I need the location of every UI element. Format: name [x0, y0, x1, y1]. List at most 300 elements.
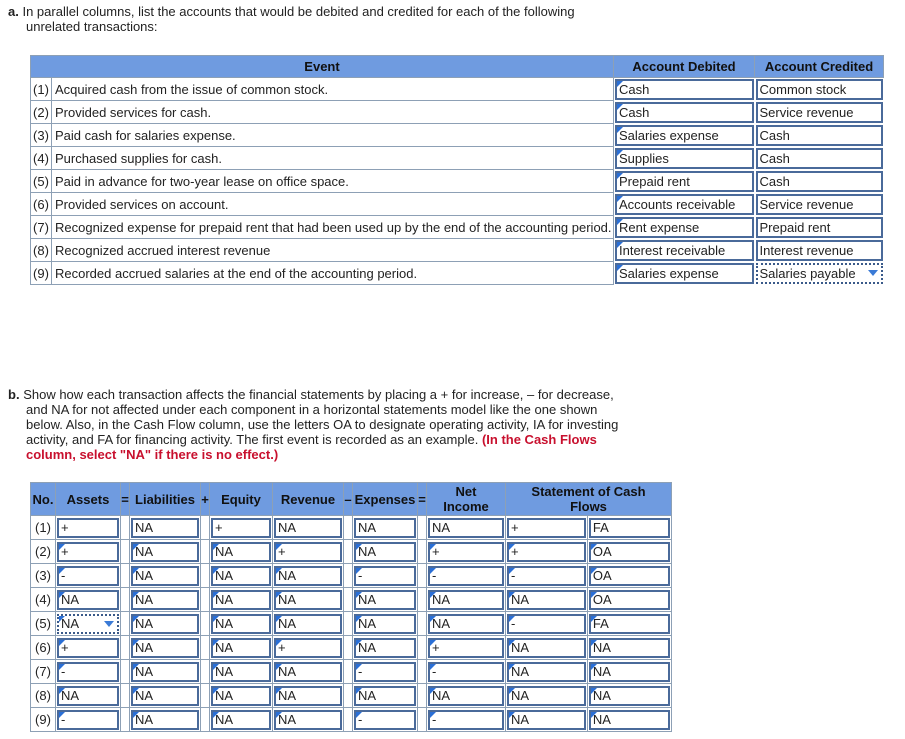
- header-event: Event: [31, 56, 614, 78]
- cash-flow-field-cell: [506, 540, 588, 564]
- liabilities-field-value: NA: [135, 519, 154, 535]
- expenses-field[interactable]: [354, 590, 416, 610]
- expenses-field[interactable]: [354, 662, 416, 682]
- operator-spacer: [121, 588, 130, 612]
- event-description: Provided services for cash.: [52, 101, 614, 124]
- assets-field: [57, 518, 119, 538]
- header-revenue: Revenue: [273, 483, 344, 516]
- debit-cell: [614, 170, 755, 193]
- operator-spacer: [121, 636, 130, 660]
- operator-spacer: [418, 516, 427, 540]
- equity-field-value: NA: [215, 711, 234, 727]
- account-credited-field-value: Interest revenue: [759, 242, 854, 258]
- cash-flow-field[interactable]: [507, 686, 586, 706]
- table-row: [31, 262, 884, 285]
- header-plus: +: [201, 483, 210, 516]
- expenses-field-value: NA: [358, 591, 377, 607]
- event-number: (3): [31, 124, 52, 147]
- revenue-field[interactable]: [274, 710, 342, 730]
- part-b-note-red-1: (In the Cash Flows: [481, 432, 597, 447]
- expenses-field[interactable]: [354, 638, 416, 658]
- liabilities-field-cell: [130, 684, 201, 708]
- equity-field-value: NA: [215, 663, 234, 679]
- liabilities-field[interactable]: [131, 710, 199, 730]
- debit-cell: [614, 101, 755, 124]
- cash-flow-field-cell: [506, 564, 588, 588]
- expenses-field-cell: [353, 660, 418, 684]
- table-row: [31, 684, 672, 708]
- revenue-field-value: NA: [278, 567, 297, 583]
- net-income-field-value: +: [432, 543, 440, 559]
- revenue-field[interactable]: [274, 662, 342, 682]
- assets-field[interactable]: [57, 638, 119, 658]
- liabilities-field-cell: [130, 636, 201, 660]
- liabilities-field[interactable]: [131, 686, 199, 706]
- cash-activity-field[interactable]: [589, 590, 670, 610]
- liabilities-field-cell: [130, 588, 201, 612]
- equity-field-cell: [210, 588, 273, 612]
- equity-field-value: NA: [215, 615, 234, 631]
- cash-flow-field-cell: [506, 588, 588, 612]
- operator-spacer: [418, 708, 427, 732]
- table-row: [31, 78, 884, 101]
- account-debited-field[interactable]: [615, 102, 754, 123]
- cash-flow-field-value: NA: [511, 663, 530, 679]
- liabilities-field-value: NA: [135, 543, 154, 559]
- operator-spacer: [121, 516, 130, 540]
- revenue-field-cell: [273, 588, 344, 612]
- net-income-field-cell: [427, 540, 506, 564]
- operator-spacer: [418, 540, 427, 564]
- net-income-field-cell: [427, 564, 506, 588]
- operator-spacer: [201, 660, 210, 684]
- cash-flow-field[interactable]: [507, 566, 586, 586]
- equity-field-value: NA: [215, 687, 234, 703]
- expenses-field[interactable]: [354, 686, 416, 706]
- part-b-line1: Show how each transaction affects the financial statements by placing a + for increase, – for decrease,: [23, 387, 614, 402]
- net-income-field[interactable]: [428, 662, 504, 682]
- event-description: Recognized accrued interest revenue: [52, 239, 614, 262]
- expenses-field-cell: [353, 588, 418, 612]
- cash-activity-field-value: OA: [592, 543, 612, 559]
- operator-spacer: [121, 612, 130, 636]
- equity-field[interactable]: [211, 686, 271, 706]
- row-number: (8): [31, 684, 56, 708]
- assets-field[interactable]: [57, 542, 119, 562]
- header-cash-flows-line1: Statement of Cash: [531, 484, 646, 499]
- account-debited-field[interactable]: [615, 263, 754, 284]
- operator-spacer: [344, 684, 353, 708]
- credit-cell: [755, 216, 884, 239]
- header-no: No.: [31, 483, 56, 516]
- net-income-field[interactable]: [428, 638, 504, 658]
- event-description: Paid cash for salaries expense.: [52, 124, 614, 147]
- account-debited-field-value: Supplies: [619, 150, 669, 166]
- cash-flow-field-value: -: [511, 567, 516, 583]
- liabilities-field-value: NA: [135, 711, 154, 727]
- expenses-field[interactable]: [354, 710, 416, 730]
- operator-spacer: [201, 516, 210, 540]
- account-debited-field[interactable]: [615, 148, 754, 169]
- event-description: Acquired cash from the issue of common stock.: [52, 78, 614, 101]
- net-income-field-cell: [427, 588, 506, 612]
- operator-spacer: [344, 540, 353, 564]
- revenue-field-cell: [273, 636, 344, 660]
- assets-field[interactable]: [57, 662, 119, 682]
- chevron-down-icon[interactable]: [868, 270, 878, 276]
- event-number: (4): [31, 147, 52, 170]
- part-b-line2: and NA for not affected under each component in a horizontal statements model like the one shown: [26, 402, 598, 417]
- header-net-income: [427, 483, 506, 516]
- header-expenses: Expenses: [353, 483, 418, 516]
- operator-spacer: [418, 588, 427, 612]
- part-b-instructions: [8, 387, 618, 462]
- credit-cell: [755, 262, 884, 285]
- assets-field-value: -: [61, 663, 66, 679]
- account-credited-field[interactable]: [756, 240, 883, 261]
- cash-activity-field[interactable]: [589, 542, 670, 562]
- account-debited-field-value: Salaries expense: [619, 127, 719, 143]
- table-row: [31, 516, 672, 540]
- net-income-field-value: NA: [432, 615, 451, 631]
- revenue-field-cell: [273, 612, 344, 636]
- cash-activity-field-value: NA: [592, 639, 611, 655]
- cash-activity-field[interactable]: [589, 614, 670, 634]
- cash-activity-field[interactable]: [589, 638, 670, 658]
- equity-field-value: NA: [215, 639, 234, 655]
- equity-field[interactable]: [211, 590, 271, 610]
- table-row: [31, 612, 672, 636]
- cash-flow-field-value: NA: [511, 711, 530, 727]
- revenue-field[interactable]: [274, 638, 342, 658]
- revenue-field-value: NA: [278, 615, 297, 631]
- cash-flow-field-cell: [506, 516, 588, 540]
- expenses-field[interactable]: [354, 566, 416, 586]
- operator-spacer: [344, 516, 353, 540]
- account-credited-field[interactable]: [756, 148, 883, 169]
- account-debited-field-value: Prepaid rent: [619, 173, 690, 189]
- assets-field-cell: [56, 636, 121, 660]
- equity-field-cell: [210, 612, 273, 636]
- liabilities-field-cell: [130, 516, 201, 540]
- assets-field-value: +: [61, 639, 69, 655]
- assets-field[interactable]: [57, 686, 119, 706]
- event-number: (6): [31, 193, 52, 216]
- header-liabilities: Liabilities: [130, 483, 201, 516]
- cash-activity-field-cell: [587, 588, 671, 612]
- revenue-field: [274, 518, 342, 538]
- liabilities-field-value: NA: [135, 615, 154, 631]
- event-number: (5): [31, 170, 52, 193]
- account-debited-field[interactable]: [615, 240, 754, 261]
- revenue-field[interactable]: [274, 590, 342, 610]
- equity-field[interactable]: [211, 638, 271, 658]
- liabilities-field-cell: [130, 660, 201, 684]
- event-number: (2): [31, 101, 52, 124]
- equity-field[interactable]: [211, 662, 271, 682]
- row-number: (4): [31, 588, 56, 612]
- table-row: [31, 660, 672, 684]
- equity-field-value: NA: [215, 567, 234, 583]
- net-income-field: [428, 518, 504, 538]
- operator-spacer: [344, 588, 353, 612]
- equity-field-cell: [210, 516, 273, 540]
- operator-spacer: [201, 588, 210, 612]
- row-number: (9): [31, 708, 56, 732]
- cash-flow-field-cell: [506, 660, 588, 684]
- header-account-debited: Account Debited: [614, 56, 755, 78]
- cash-activity-field[interactable]: [589, 566, 670, 586]
- cash-flow-field: [507, 518, 586, 538]
- cash-flow-field-value: -: [511, 615, 516, 631]
- assets-field-value: +: [61, 543, 69, 559]
- cash-activity-field-cell: [587, 660, 671, 684]
- net-income-field[interactable]: [428, 590, 504, 610]
- assets-field-cell: [56, 612, 121, 636]
- operator-spacer: [121, 540, 130, 564]
- credit-cell: [755, 101, 884, 124]
- operator-spacer: [121, 684, 130, 708]
- row-number: (1): [31, 516, 56, 540]
- revenue-field[interactable]: [274, 542, 342, 562]
- liabilities-field[interactable]: [131, 542, 199, 562]
- operator-spacer: [201, 684, 210, 708]
- account-debited-field-value: Interest receivable: [619, 242, 726, 258]
- account-credited-field[interactable]: [756, 102, 883, 123]
- debit-cell: [614, 216, 755, 239]
- account-debited-field-value: Accounts receivable: [619, 196, 736, 212]
- revenue-field-cell: [273, 540, 344, 564]
- account-debited-field-value: Cash: [619, 104, 650, 120]
- liabilities-field-value: NA: [135, 639, 154, 655]
- operator-spacer: [121, 564, 130, 588]
- assets-field[interactable]: [57, 590, 119, 610]
- net-income-field-cell: [427, 612, 506, 636]
- liabilities-field-value: NA: [135, 663, 154, 679]
- liabilities-field-cell: [130, 612, 201, 636]
- net-income-field[interactable]: [428, 686, 504, 706]
- operator-spacer: [418, 564, 427, 588]
- cash-activity-field: [589, 518, 670, 538]
- expenses-field-value: NA: [358, 615, 377, 631]
- expenses-field-cell: [353, 540, 418, 564]
- expenses-field-value: NA: [358, 687, 377, 703]
- liabilities-field[interactable]: [131, 590, 199, 610]
- revenue-field[interactable]: [274, 614, 342, 634]
- account-debited-field[interactable]: [615, 79, 754, 100]
- net-income-field-cell: [427, 636, 506, 660]
- credit-cell: [755, 78, 884, 101]
- operator-spacer: [344, 564, 353, 588]
- equity-field-cell: [210, 540, 273, 564]
- revenue-field[interactable]: [274, 686, 342, 706]
- cash-flow-field[interactable]: [507, 542, 586, 562]
- header-assets: Assets: [56, 483, 121, 516]
- cash-flow-field[interactable]: [507, 614, 586, 634]
- net-income-field[interactable]: [428, 614, 504, 634]
- cash-activity-field-cell: [587, 564, 671, 588]
- revenue-field[interactable]: [274, 566, 342, 586]
- equity-field-cell: [210, 684, 273, 708]
- revenue-field-cell: [273, 660, 344, 684]
- liabilities-field[interactable]: [131, 614, 199, 634]
- equity-field[interactable]: [211, 542, 271, 562]
- equity-field-cell: [210, 564, 273, 588]
- net-income-field-cell: [427, 684, 506, 708]
- expenses-field-cell: [353, 564, 418, 588]
- credit-cell: [755, 124, 884, 147]
- table-row: [31, 708, 672, 732]
- operator-spacer: [201, 540, 210, 564]
- header-equals-2: =: [418, 483, 427, 516]
- net-income-field[interactable]: [428, 710, 504, 730]
- net-income-field-value: NA: [432, 519, 451, 535]
- account-credited-field-value: Cash: [759, 127, 790, 143]
- net-income-field-value: +: [432, 639, 440, 655]
- cash-flow-field-value: NA: [511, 591, 530, 607]
- equity-field[interactable]: [211, 710, 271, 730]
- expenses-field-cell: [353, 636, 418, 660]
- liabilities-field[interactable]: [131, 566, 199, 586]
- expenses-field[interactable]: [354, 542, 416, 562]
- cash-activity-field[interactable]: [589, 662, 670, 682]
- cash-flow-field[interactable]: [507, 710, 586, 730]
- cash-flow-field-value: NA: [511, 687, 530, 703]
- cash-flow-field[interactable]: [507, 662, 586, 682]
- row-number: (2): [31, 540, 56, 564]
- chevron-down-icon[interactable]: [104, 621, 114, 627]
- revenue-field-value: +: [278, 639, 286, 655]
- net-income-field-value: -: [432, 567, 437, 583]
- row-number: (3): [31, 564, 56, 588]
- part-a-label: a.: [8, 4, 19, 19]
- account-debited-field[interactable]: [615, 217, 754, 238]
- cash-activity-field-cell: [587, 516, 671, 540]
- assets-field-value: NA: [61, 687, 80, 703]
- cash-activity-field-cell: [587, 612, 671, 636]
- account-credited-field[interactable]: [756, 171, 883, 192]
- operator-spacer: [418, 636, 427, 660]
- assets-field-cell: [56, 588, 121, 612]
- net-income-field-value: -: [432, 663, 437, 679]
- equity-field[interactable]: [211, 566, 271, 586]
- assets-field-value: +: [61, 519, 69, 535]
- revenue-field-value: NA: [278, 711, 297, 727]
- header-net-income-line1: Net: [455, 484, 477, 499]
- account-debited-field[interactable]: [615, 194, 754, 215]
- cash-flow-field-cell: [506, 684, 588, 708]
- row-number: (7): [31, 660, 56, 684]
- operator-spacer: [121, 660, 130, 684]
- revenue-field-cell: [273, 708, 344, 732]
- table-row: [31, 170, 884, 193]
- debit-cell: [614, 147, 755, 170]
- part-b-line4: activity, and FA for financing activity. The first event is recorded as an example.: [26, 432, 479, 447]
- event-description: Provided services on account.: [52, 193, 614, 216]
- net-income-field-value: NA: [432, 687, 451, 703]
- account-credited-field-value: Service revenue: [759, 104, 854, 120]
- expenses-field-value: NA: [358, 639, 377, 655]
- account-credited-select[interactable]: [756, 263, 883, 284]
- cash-activity-field[interactable]: [589, 686, 670, 706]
- net-income-field-cell: [427, 708, 506, 732]
- header-equals: =: [121, 483, 130, 516]
- liabilities-field[interactable]: [131, 662, 199, 682]
- net-income-field[interactable]: [428, 566, 504, 586]
- event-number: (1): [31, 78, 52, 101]
- event-number: (7): [31, 216, 52, 239]
- part-b-note-red-2: column, select "NA" if there is no effect.): [26, 447, 279, 462]
- revenue-field-value: NA: [278, 663, 297, 679]
- event-description: Recognized expense for prepaid rent that had been used up by the end of the accounting period.: [52, 216, 614, 239]
- event-description: Purchased supplies for cash.: [52, 147, 614, 170]
- expenses-field[interactable]: [354, 614, 416, 634]
- assets-field-cell: [56, 516, 121, 540]
- account-debited-field-value: Cash: [619, 81, 650, 97]
- assets-field-cell: [56, 564, 121, 588]
- account-credited-field[interactable]: [756, 125, 883, 146]
- expenses-field-value: -: [358, 711, 363, 727]
- assets-field-cell: [56, 708, 121, 732]
- assets-field[interactable]: [57, 710, 119, 730]
- account-credited-field[interactable]: [756, 194, 883, 215]
- equity-field: [211, 518, 271, 538]
- expenses-field-value: -: [358, 567, 363, 583]
- liabilities-field[interactable]: [131, 638, 199, 658]
- liabilities-field-value: NA: [135, 687, 154, 703]
- account-credited-field[interactable]: [756, 79, 883, 100]
- account-credited-select-value: Salaries payable: [759, 265, 856, 281]
- assets-select[interactable]: [57, 614, 119, 634]
- equity-field-value: NA: [215, 591, 234, 607]
- cash-flow-field-cell: [506, 612, 588, 636]
- account-debited-field[interactable]: [615, 125, 754, 146]
- cash-flow-field[interactable]: [507, 590, 586, 610]
- net-income-field-value: NA: [432, 591, 451, 607]
- equity-field[interactable]: [211, 614, 271, 634]
- operator-spacer: [418, 612, 427, 636]
- operator-spacer: [418, 660, 427, 684]
- credit-cell: [755, 147, 884, 170]
- account-debited-field[interactable]: [615, 171, 754, 192]
- account-credited-field-value: Prepaid rent: [759, 219, 831, 235]
- part-b-label: b.: [8, 387, 20, 402]
- account-credited-field[interactable]: [756, 217, 883, 238]
- cash-activity-field[interactable]: [589, 710, 670, 730]
- table-row: [31, 193, 884, 216]
- event-number: (8): [31, 239, 52, 262]
- operator-spacer: [121, 708, 130, 732]
- credit-cell: [755, 193, 884, 216]
- table-row: [31, 124, 884, 147]
- table-row: [31, 540, 672, 564]
- debit-cell: [614, 78, 755, 101]
- event-description: Recorded accrued salaries at the end of the accounting period.: [52, 262, 614, 285]
- operator-spacer: [418, 684, 427, 708]
- account-credited-field-value: Cash: [759, 150, 790, 166]
- cash-activity-field-value: NA: [592, 711, 611, 727]
- liabilities-field-cell: [130, 708, 201, 732]
- cash-flow-field[interactable]: [507, 638, 586, 658]
- net-income-field[interactable]: [428, 542, 504, 562]
- cash-activity-field-value: NA: [592, 663, 611, 679]
- assets-field[interactable]: [57, 566, 119, 586]
- expenses-field-value: NA: [358, 519, 377, 535]
- cash-activity-field-value: NA: [592, 687, 611, 703]
- liabilities-field-value: NA: [135, 591, 154, 607]
- liabilities-field-cell: [130, 564, 201, 588]
- equity-field-cell: [210, 708, 273, 732]
